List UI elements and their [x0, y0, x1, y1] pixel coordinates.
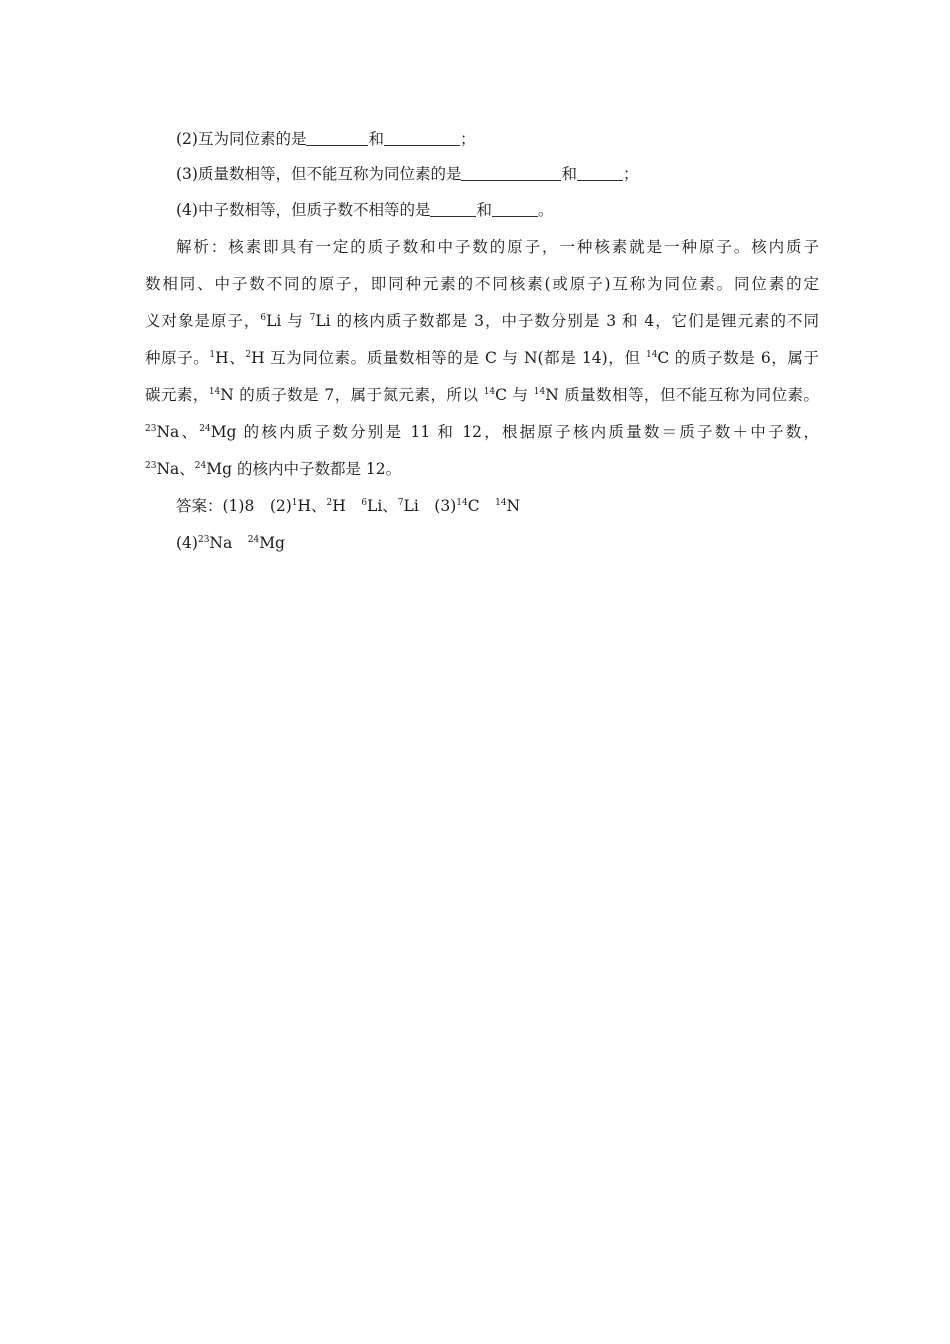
- text-span: N 的质子数是 7，属于氮元素，所以: [220, 386, 484, 404]
- analysis-line-4: [145, 348, 819, 368]
- mass-number: 2: [326, 498, 333, 508]
- text-span: Mg 的核内质子数分别是 11 和 12，根据原子核内质量数＝质子数＋中子数，: [210, 423, 819, 441]
- text-span: Li 与: [266, 312, 310, 330]
- mass-number: 1: [291, 498, 298, 508]
- mass-number: 2: [245, 350, 252, 360]
- analysis-line-3: [145, 311, 819, 331]
- text-span: C: [467, 497, 496, 515]
- question-end: ；: [622, 165, 639, 183]
- question-3-text: (3)质量数相等，但不能互称为同位素的是: [176, 165, 462, 183]
- question-4: [176, 200, 554, 220]
- text-span: Na、: [156, 423, 200, 441]
- question-2: [176, 129, 476, 149]
- analysis-line-2: 数相同、中子数不同的原子，即同种元素的不同核素(或原子)互称为同位素。同位素的定: [145, 275, 819, 293]
- text-span: Na、: [156, 460, 195, 478]
- text-span: N: [506, 497, 521, 515]
- text-span: Li 的核内质子数都是 3，中子数分别是 3 和 4，它们是锂元素的不同: [315, 312, 819, 330]
- answer-blank[interactable]: [430, 202, 476, 217]
- text-span: 答案：(1)8 (2): [176, 497, 292, 515]
- answer-line-2: [176, 533, 285, 553]
- question-connector: 和: [476, 201, 492, 219]
- text-span: (4): [176, 534, 198, 552]
- text-span: 碳元素，: [145, 386, 209, 404]
- mass-number: 1: [209, 350, 216, 360]
- text-span: Li (3): [403, 497, 457, 515]
- analysis-line-1: 解析：核素即具有一定的质子数和中子数的原子，一种核素就是一种原子。核内质子: [176, 238, 819, 256]
- mass-number: 24: [247, 535, 260, 545]
- text-span: H、: [215, 349, 246, 367]
- question-4-text: (4)中子数相等，但质子数不相等的是: [176, 201, 431, 219]
- text-span: Li、: [367, 497, 398, 515]
- text-span: N 质量数相等，但不能互称为同位素。: [545, 386, 819, 404]
- answer-line-1: [176, 496, 520, 516]
- mass-number: 23: [197, 535, 210, 545]
- text-span: C 的质子数是 6，属于: [657, 349, 819, 367]
- mass-number: 14: [208, 387, 221, 397]
- mass-number: 6: [361, 498, 368, 508]
- text-span: Mg: [259, 534, 285, 552]
- analysis-line-5: [145, 385, 819, 405]
- analysis-line-7: [145, 459, 401, 479]
- mass-number: 14: [495, 498, 507, 508]
- mass-number: 14: [533, 387, 546, 397]
- question-end: 。: [537, 201, 554, 219]
- mass-number: 14: [483, 387, 496, 397]
- mass-number: 14: [645, 350, 658, 360]
- answer-blank[interactable]: [577, 166, 623, 181]
- text-span: Mg 的核内中子数都是 12。: [206, 460, 402, 478]
- question-connector: 和: [368, 130, 384, 148]
- question-3: [176, 164, 639, 184]
- text-span: H: [332, 497, 362, 515]
- question-connector: 和: [561, 165, 577, 183]
- mass-number: 14: [456, 498, 468, 508]
- mass-number: 24: [194, 461, 207, 471]
- mass-number: 7: [309, 313, 316, 323]
- answer-blank[interactable]: [306, 131, 368, 146]
- answer-blank[interactable]: [492, 202, 538, 217]
- text-span: Na: [209, 534, 248, 552]
- text-span: H 互为同位素。质量数相等的是 C 与 N(都是 14)，但: [251, 349, 646, 367]
- text-span: 种原子。: [145, 349, 210, 367]
- answer-blank[interactable]: [461, 166, 561, 181]
- analysis-line-6: [145, 422, 819, 442]
- text-span: H、: [297, 497, 327, 515]
- question-2-text: (2)互为同位素的是: [176, 130, 307, 148]
- mass-number: 23: [145, 424, 157, 434]
- answer-blank[interactable]: [384, 131, 460, 146]
- text-span: 义对象是原子，: [145, 312, 261, 330]
- question-end: ；: [459, 130, 476, 148]
- mass-number: 23: [145, 461, 157, 471]
- mass-number: 6: [260, 313, 267, 323]
- mass-number: 7: [397, 498, 404, 508]
- mass-number: 24: [199, 424, 211, 434]
- text-span: C 与: [495, 386, 534, 404]
